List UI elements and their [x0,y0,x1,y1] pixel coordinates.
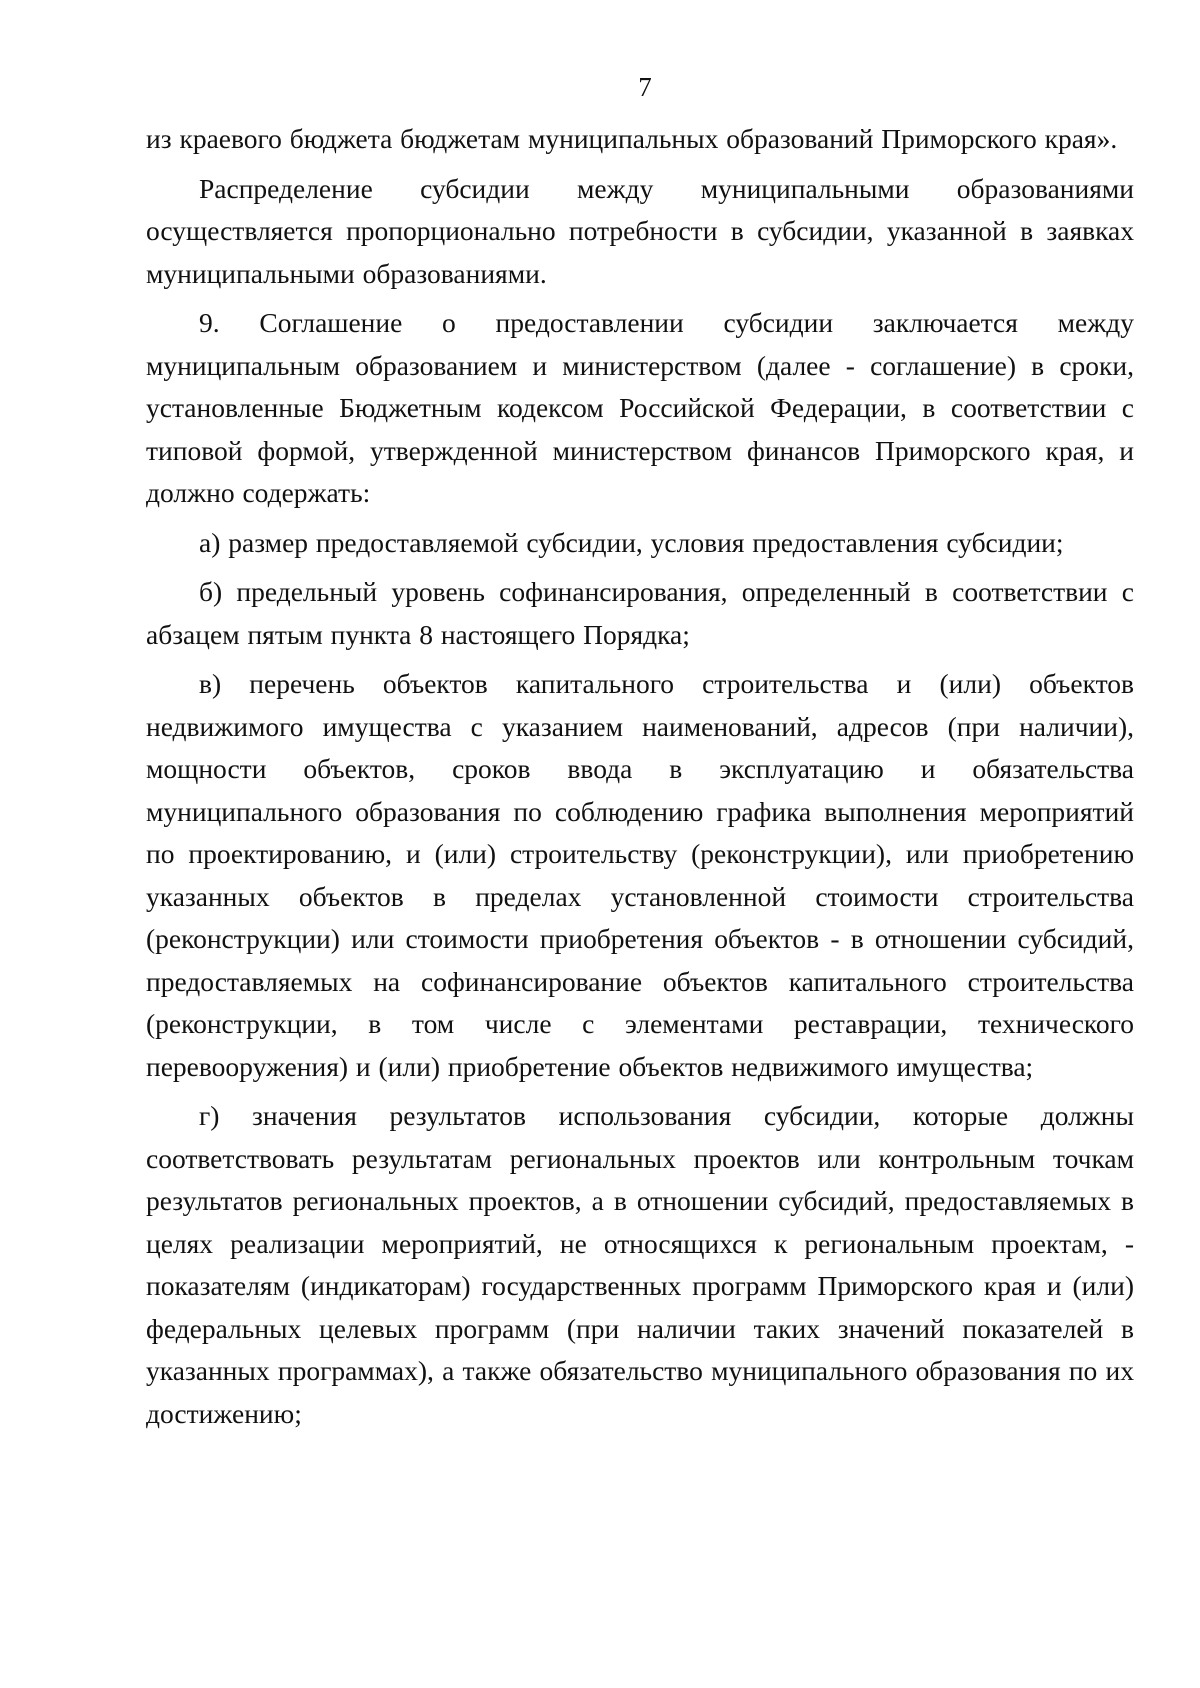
paragraph-subitem-b: б) предельный уровень софинансирования, определенный в соответствии с абзацем пятым пункта 8 настоящего Порядка; [146,576,1134,650]
paragraph-subitem-a: а) размер предоставляемой субсидии, условия предоставления субсидии; [199,526,1064,558]
paragraph-subitem-v: в) перечень объектов капитального строительства и (или) объектов недвижимого имущества с указанием наименований, адресов (при наличии), мощности объектов, сроков ввода в эксплуатацию и обязательства муниципального образования по соблюдению графика выполнения мероприятий по проектированию, и (или) строительству (реконструкции), или приобретению указанных объектов в пределах установленной стоимости строительства (реконструкции) или стоимости приобретения объектов - в отношении субсидий, предоставляемых на софинансирование объектов капитального строительства (реконструкции, в том числе с элементами реставрации, технического перевооружения) и (или) приобретение объектов недвижимого имущества; [146,668,1134,1082]
paragraph-distribution: Распределение субсидии между муниципальными образованиями осуществляется пропорционально потребности в субсидии, указанной в заявках муниципальными образованиями. [146,172,1134,289]
paragraph-item-9-agreement: 9. Соглашение о предоставлении субсидии заключается между муниципальным образованием и министерством (далее - соглашение) в сроки, установленные Бюджетным кодексом Российской Федерации, в соответствии с типовой формой, утвержденной министерством финансов Приморского края, и должно содержать: [146,307,1134,508]
page-number: 7 [638,72,652,102]
paragraph-subitem-g: г) значения результатов использования субсидии, которые должны соответствовать результатам региональных проектов или контрольным точкам результатов региональных проектов, а в отношении субсидий, предоставляемых в целях реализации мероприятий, не относящихся к региональным проектам, - показателям (индикаторам) государственных программ Приморского края и (или) федеральных целевых программ (при наличии таких значений показателей в указанных программах), а также обязательство муниципального образования по их достижению; [146,1100,1134,1429]
document-body [146,118,1134,1442]
paragraph-continuation: из краевого бюджета бюджетам муниципальных образований Приморского края». [146,123,1118,154]
